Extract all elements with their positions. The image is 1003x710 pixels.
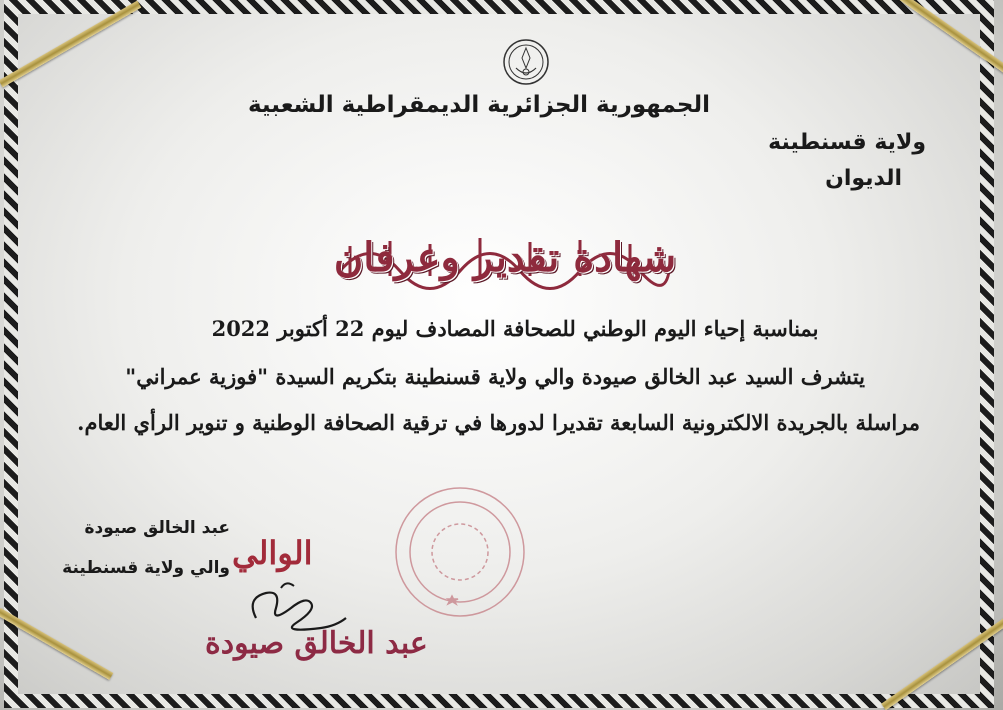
body-line-2: يتشرف السيد عبد الخالق صيودة والي ولاية قسنطينة بتكريم السيدة "فوزية عمراني" (125, 364, 865, 389)
office-heading: الديوان (825, 166, 902, 191)
body-line-3: مراسلة بالجريدة الالكترونية السابعة تقديرا لدورها في ترقية الصحافة الوطنية و تنوير الرأي العام. (77, 410, 920, 435)
name-stamp: عبد الخالق صيودة (205, 626, 428, 661)
body-line-1: بمناسبة إحياء اليوم الوطني للصحافة المصادف ليوم 22 أكتوبر 2022 (211, 316, 819, 341)
province-heading: ولاية قسنطينة (768, 130, 926, 155)
certificate-title-text: شهادة تقدير وعرفان (333, 234, 677, 281)
wali-stamp: الوالي (232, 534, 313, 572)
republic-heading: الجمهورية الجزائرية الديمقراطية الشعبية (247, 92, 710, 118)
signatory-name: عبد الخالق صيودة (84, 518, 230, 538)
algeria-emblem-icon (502, 38, 550, 86)
certificate-title (330, 216, 680, 296)
signatory-role: والي ولاية قسنطينة (62, 558, 230, 578)
official-seal-icon (392, 484, 528, 620)
